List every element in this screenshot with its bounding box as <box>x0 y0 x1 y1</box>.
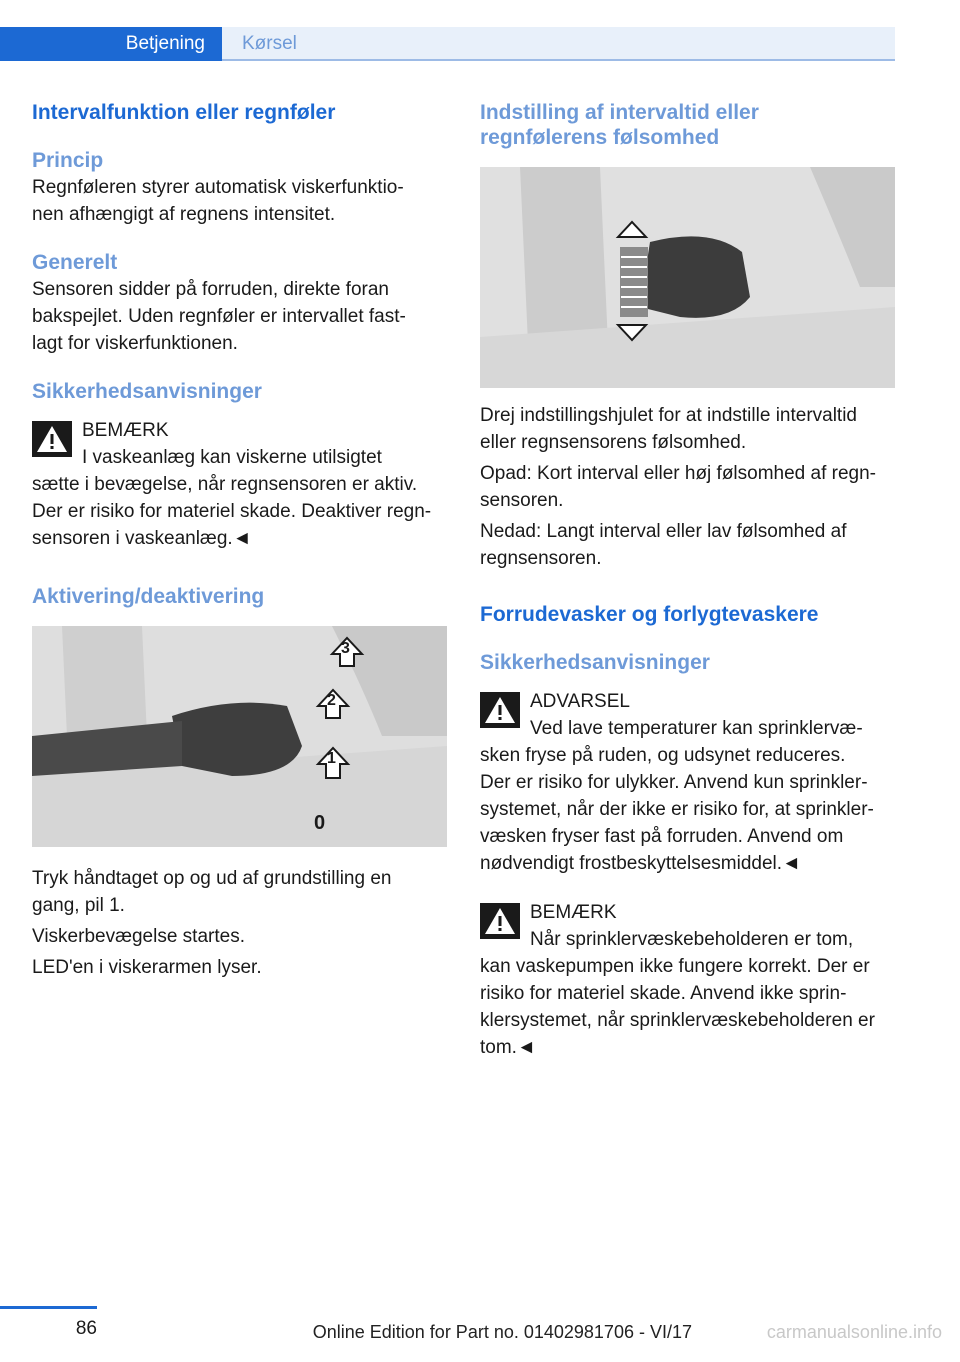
tab-korsel[interactable]: Kørsel <box>222 27 895 61</box>
figure-thumbwheel <box>480 167 895 388</box>
thumbwheel-illustration <box>480 167 895 388</box>
note-text-right: Når sprinklervæskebeholderen er tom, kan vaskepumpen ikke fungere korrekt. Der er risiko for materiel skade. Anvend ikke sprin- klersystemet, når sprinklervæskebeholderen er tom.◄ <box>480 929 875 1058</box>
general-text: Sensoren sidder på forruden, direkte foran bakspejlet. Uden regnføler er intervallet fast- lagt for viskerfunktionen. <box>32 279 406 354</box>
heading-aktivering: Aktivering/deaktivering <box>32 585 265 608</box>
note-header-right: BEMÆRK <box>530 902 617 923</box>
thumbwheel-text-3: Nedad: Langt interval eller lav følsomhed af regnsensoren. <box>480 521 847 569</box>
note-carwash <box>32 417 450 552</box>
warning-text: Ved lave temperaturer kan sprinklervæ- sken fryse på ruden, og udsynet reduceres. Der er risiko for ulykker. Anvend kun sprinkler- systemet, når der ikke er risiko for, at sprinkler- væsken fryser fast på forruden. Anvend om nødvendigt frostbeskyttelsesmiddel.◄ <box>480 718 874 874</box>
thumbwheel-text-1: Drej indstillingshjulet for at indstille intervaltid eller regnsensorens følsomhed. <box>480 405 858 453</box>
activation-text-2: Viskerbevægelse startes. <box>32 926 245 947</box>
heading-sikkerhed-right: Sikkerhedsanvisninger <box>480 651 710 674</box>
tab-underline <box>222 59 895 61</box>
footer-rule <box>0 1306 97 1309</box>
note-text: I vaskeanlæg kan viskerne utilsigtet sætte i bevægelse, når regnsensoren er aktiv. Der er risiko for materiel skade. Deaktiver regn- sensoren i vaskeanlæg.◄ <box>32 447 432 549</box>
section-title-interval: Intervalfunktion eller regnføler <box>32 101 336 124</box>
activation-text-1: Tryk håndtaget op og ud af grundstilling en gang, pil 1. <box>32 868 392 916</box>
section-title-washer: Forrudevasker og forlygtevaskere <box>480 603 819 626</box>
note-header: BEMÆRK <box>82 420 169 441</box>
edition-text: Online Edition for Part no. 01402981706 - VI/17 <box>312 1322 692 1342</box>
tab-betjening[interactable]: Betjening <box>0 27 222 61</box>
heading-interval-setting: Indstilling af intervaltid eller regnfølerens følsomhed <box>480 101 759 149</box>
activation-text-3: LED'en i viskerarmen lyser. <box>32 957 262 978</box>
page-number: 86 <box>75 1318 97 1339</box>
warning-header: ADVARSEL <box>530 691 630 712</box>
heading-princip: Princip <box>32 149 104 172</box>
principle-text: Regnføleren styrer automatisk viskerfunktio- nen afhængigt af regnens intensitet. <box>32 177 404 225</box>
wiper-lever-illustration <box>32 626 447 847</box>
warning-triangle-icon <box>480 692 520 728</box>
left-column <box>32 100 450 981</box>
right-column <box>480 100 895 1061</box>
watermark-text: carmanualsonline.info <box>766 1322 942 1342</box>
chapter-tabs <box>0 27 895 61</box>
warning-frost <box>480 688 895 877</box>
warning-triangle-icon <box>480 903 520 939</box>
thumbwheel-text-2: Opad: Kort interval eller høj følsomhed af regn- sensoren. <box>480 463 877 511</box>
label-position-0: 0 <box>314 812 326 834</box>
heading-generelt: Generelt <box>32 251 118 274</box>
label-position-1: 1 <box>327 750 336 767</box>
note-empty-reservoir <box>480 899 895 1061</box>
label-position-3: 3 <box>341 640 350 657</box>
warning-triangle-icon <box>32 421 72 457</box>
figure-wiper-lever-positions <box>32 626 447 847</box>
heading-sikkerhed-left: Sikkerhedsanvisninger <box>32 380 262 403</box>
label-position-2: 2 <box>327 692 336 709</box>
